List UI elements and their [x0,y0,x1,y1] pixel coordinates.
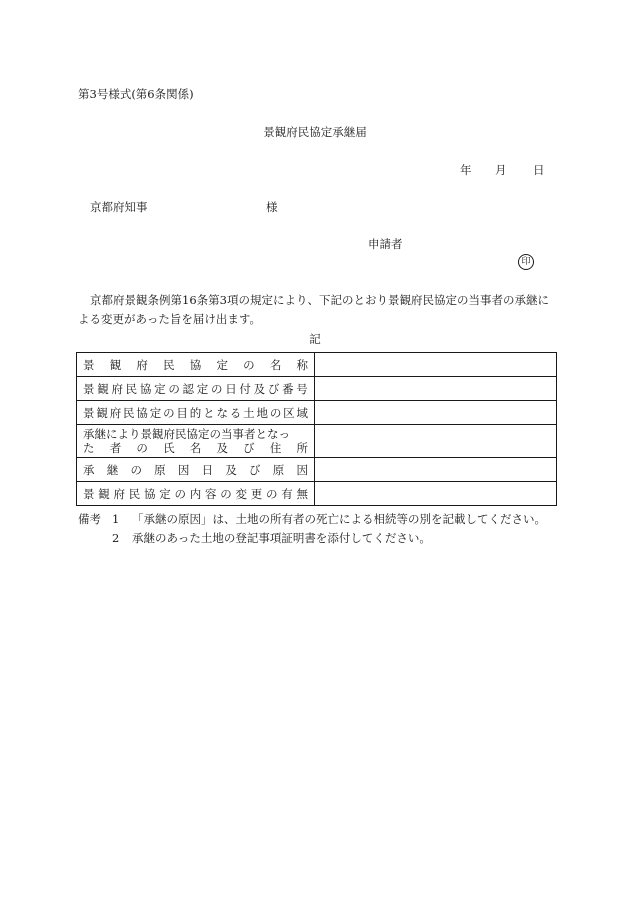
table-row [77,425,557,458]
row-value-certification-date-number[interactable] [315,377,557,401]
note-number: 2 [112,531,120,545]
label-text-line1: 承継により景観府民協定の当事者となっ [83,427,290,441]
row-value-land-area[interactable] [315,401,557,425]
table-row [77,482,557,506]
addressee: 京都府知事 [90,200,148,214]
body-text: 京都府景観条例第16条第3項の規定により、下記のとおり景観府民協定の当事者の承継による変更があった旨を届け出ます。 [78,293,549,326]
label-text-line2: た 者 の 氏 名 及 び 住 所 [83,441,308,455]
form-number: 第3号様式(第6条関係) [78,87,194,101]
row-value-succession-cause[interactable] [315,458,557,482]
row-label-land-area [77,401,315,425]
note-number: 1 [112,512,120,526]
row-label-succession-cause [77,458,315,482]
table-row [77,401,557,425]
row-value-content-change[interactable] [315,482,557,506]
label-text: 景 観 府 民 協 定 の 目 的 と な る 土 地 の 区 域 [83,405,308,420]
notes-heading: 備考 [78,512,101,526]
date-year-label: 年 [460,163,472,177]
seal-icon: 印 [518,254,534,270]
date-month-label: 月 [495,163,507,177]
note-text: 承継のあった土地の登記事項証明書を添付してください。 [132,531,431,545]
label-text: 景 観 府 民 協 定 の 内 容 の 変 更 の 有 無 [83,486,308,501]
note-item [78,529,546,548]
row-label-content-change [77,482,315,506]
row-label-agreement-name [77,353,315,377]
label-text: 承 継 の 原 因 日 及 び 原 因 [83,462,308,477]
row-value-successor-name-address[interactable] [315,425,557,458]
row-label-certification-date-number [77,377,315,401]
applicant-label: 申請者 [368,237,403,251]
date-day-label: 日 [533,163,545,177]
honorific: 様 [266,200,278,214]
ki-heading: 記 [309,332,321,346]
table-row [77,377,557,401]
table-row [77,458,557,482]
form-table [76,352,557,506]
notes [78,510,546,548]
row-value-agreement-name[interactable] [315,353,557,377]
row-label-successor-name-address [77,425,315,458]
note-text: 「承継の原因」は、土地の所有者の死亡による相続等の別を記載してください。 [132,512,546,526]
document-title: 景観府民協定承継届 [263,125,367,139]
table-row [77,353,557,377]
label-text: 景 観 府 民 協 定 の 認 定 の 日 付 及 び 番 号 [83,381,308,396]
note-item [78,510,546,529]
label-text: 景 観 府 民 協 定 の 名 称 [83,357,308,372]
